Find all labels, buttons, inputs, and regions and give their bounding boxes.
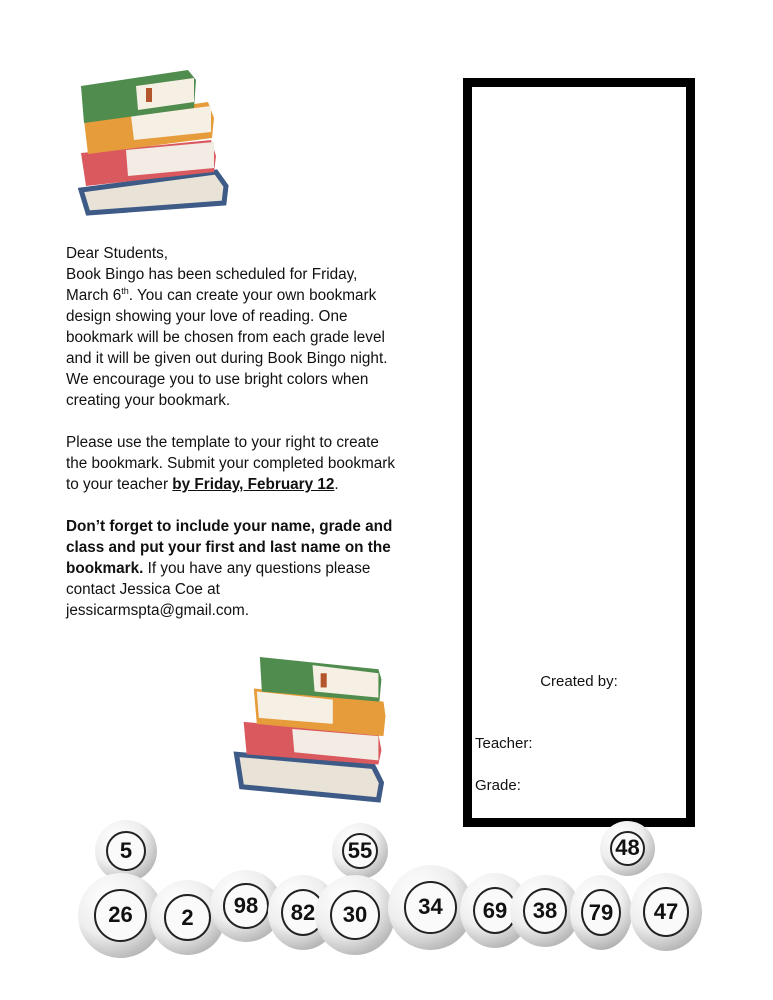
teacher-label: Teacher:: [475, 735, 533, 752]
bingo-ball: 82: [268, 875, 338, 950]
grade-label: Grade:: [475, 777, 521, 794]
created-by-label: Created by:: [540, 673, 618, 690]
bingo-balls-banner: [70, 835, 710, 960]
deadline: by Friday, February 12: [172, 476, 335, 493]
bingo-ball: 38: [510, 875, 580, 947]
bingo-ball: 47: [630, 873, 702, 951]
bingo-ball: 26: [78, 873, 163, 958]
paragraph-reminder: Don’t forget to include your name, grade and class and put your first and last name on the bookmark. If you have any questions please contact Jessica Coe at jessicarmspta@gmail.com.: [66, 518, 393, 619]
bingo-ball: 79: [570, 875, 632, 950]
letter-body: [66, 243, 396, 621]
bingo-ball: 98: [210, 870, 282, 942]
bingo-ball: 55: [332, 823, 388, 879]
paragraph-instructions: Please use the template to your right to create the bookmark. Submit your completed bookmark to your teacher by Friday, February 12.: [66, 434, 396, 493]
bingo-ball: 69: [460, 873, 530, 948]
book-stack-illustration: [230, 653, 390, 805]
bingo-ball: 48: [600, 821, 655, 876]
greeting: Dear Students,: [66, 245, 169, 262]
bingo-ball: 30: [315, 875, 395, 955]
bingo-ball: 2: [150, 880, 225, 955]
bingo-ball: 34: [388, 865, 473, 950]
bookmark-template: [463, 78, 695, 827]
bingo-ball: 5: [95, 820, 157, 882]
book-stack-illustration: [76, 68, 231, 218]
paragraph-event: Book Bingo has been scheduled for Friday, March 6th. You can create your own bookmark design showing your love of reading. One bookmark will be chosen from each grade level and it will be given out during Book Bingo night. We encourage you to use bright colors when creating your bookmark.: [66, 266, 388, 409]
